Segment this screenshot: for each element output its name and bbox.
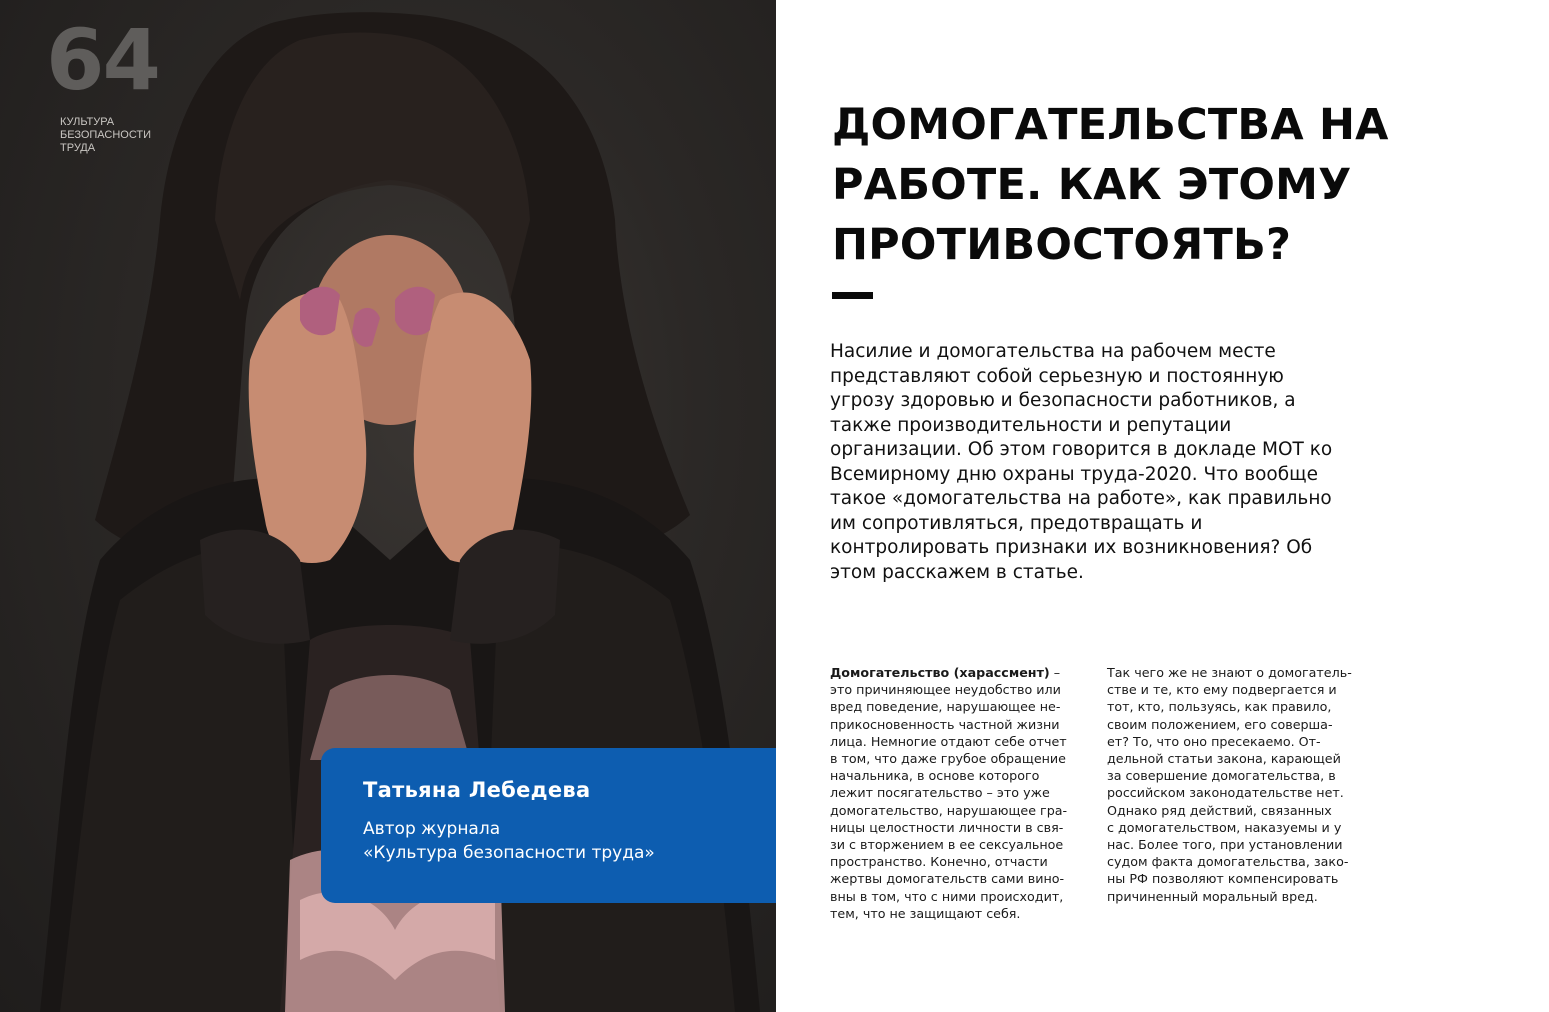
column-line: лица. Немногие отдают себе отчет	[830, 733, 1067, 749]
author-role-line: Автор журнала	[363, 819, 501, 839]
author-role-line: «Культура безопасности труда»	[363, 843, 655, 863]
lead-line: также производительности и репутации	[830, 414, 1232, 436]
definition-term: Домогательство (харассмент)	[830, 665, 1050, 680]
lead-line: организации. Об этом говорится в докладе МОТ ко	[830, 439, 1333, 460]
column-line: пространство. Конечно, отчасти	[830, 854, 1048, 870]
article-headline	[832, 95, 1472, 275]
headline-divider	[832, 292, 873, 299]
magazine-name: КУЛЬТУРА БЕЗОПАСНОСТИ ТРУДА	[60, 116, 152, 154]
column-line: домогательство, нарушающее гра-	[830, 802, 1068, 818]
lead-line: контролировать признаки их возникновения? Об	[830, 537, 1313, 558]
column-line: причиненный моральный вред.	[1107, 888, 1318, 904]
column-line: нас. Более того, при установлении	[1107, 837, 1343, 853]
lead-line: угрозу здоровью и безопасности работников, а	[830, 390, 1296, 411]
definition-dash: –	[1049, 665, 1061, 680]
column-line: за совершение домогательства, в	[1107, 768, 1336, 784]
lead-line: им сопротивляться, предотвращать и	[830, 512, 1203, 534]
column-line	[830, 664, 1092, 681]
column-line: дельной статьи закона, карающей	[1107, 751, 1341, 767]
column-line: ет? То, что оно пресекаемо. От-	[1107, 733, 1321, 749]
column-line: жертвы домогательств сами вино-	[830, 871, 1065, 887]
column-line: в том, что даже грубое обращение	[830, 751, 1066, 767]
author-name: Татьяна Лебедева	[363, 778, 591, 802]
column-line: тот, кто, пользуясь, как правило,	[1107, 699, 1332, 715]
column-line: вны в том, что с ними происходит,	[830, 888, 1064, 904]
headline-line: ПРОТИВОСТОЯТЬ?	[832, 220, 1292, 270]
lead-line: этом расскажем в статье.	[830, 561, 1084, 583]
article-column-2	[1107, 664, 1369, 905]
lead-line: такое «домогательства на работе», как правильно	[830, 488, 1332, 509]
column-line: прикосновенность частной жизни	[830, 716, 1060, 732]
column-line: своим положением, его совершa-	[1107, 716, 1333, 732]
column-line: тем, что не защищают себя.	[830, 905, 1021, 921]
column-line: Так чего же не знают о домогатель-	[1107, 665, 1352, 680]
column-line: вред поведение, нарушающее не-	[830, 699, 1061, 715]
column-line: Однако ряд действий, связанных	[1107, 802, 1332, 818]
column-line: стве и те, кто ему подвергается и	[1107, 682, 1337, 698]
article-column-1	[830, 664, 1092, 922]
column-line: российском законодательстве нет.	[1107, 785, 1344, 801]
column-line: ницы целостности личности в свя-	[830, 819, 1064, 835]
column-line: судом факта домогательства, зако-	[1107, 854, 1349, 870]
headline-line: РАБОТЕ. КАК ЭТОМУ	[832, 160, 1352, 210]
article-lead	[830, 340, 1375, 585]
column-line: лежит посягательство – это уже	[830, 785, 1050, 801]
headline-line: ДОМОГАТЕЛЬСТВА НА	[832, 100, 1389, 150]
column-line: это причиняющее неудобство или	[830, 682, 1061, 698]
column-line: начальника, в основе которого	[830, 768, 1040, 784]
column-line: с домогательством, наказуемы и у	[1107, 819, 1342, 835]
author-card	[321, 748, 776, 903]
lead-line: Насилие и домогательства на рабочем месте	[830, 341, 1276, 362]
page-number: 64	[46, 11, 159, 109]
lead-line: представляют собой серьезную и постоянную	[830, 365, 1284, 387]
column-line: зи с вторжением в ее сексуальное	[830, 837, 1064, 853]
author-role	[363, 817, 776, 865]
column-line: ны РФ позволяют компенсировать	[1107, 871, 1339, 887]
lead-line: Всемирному дню охраны труда-2020. Что вообще	[830, 463, 1318, 485]
